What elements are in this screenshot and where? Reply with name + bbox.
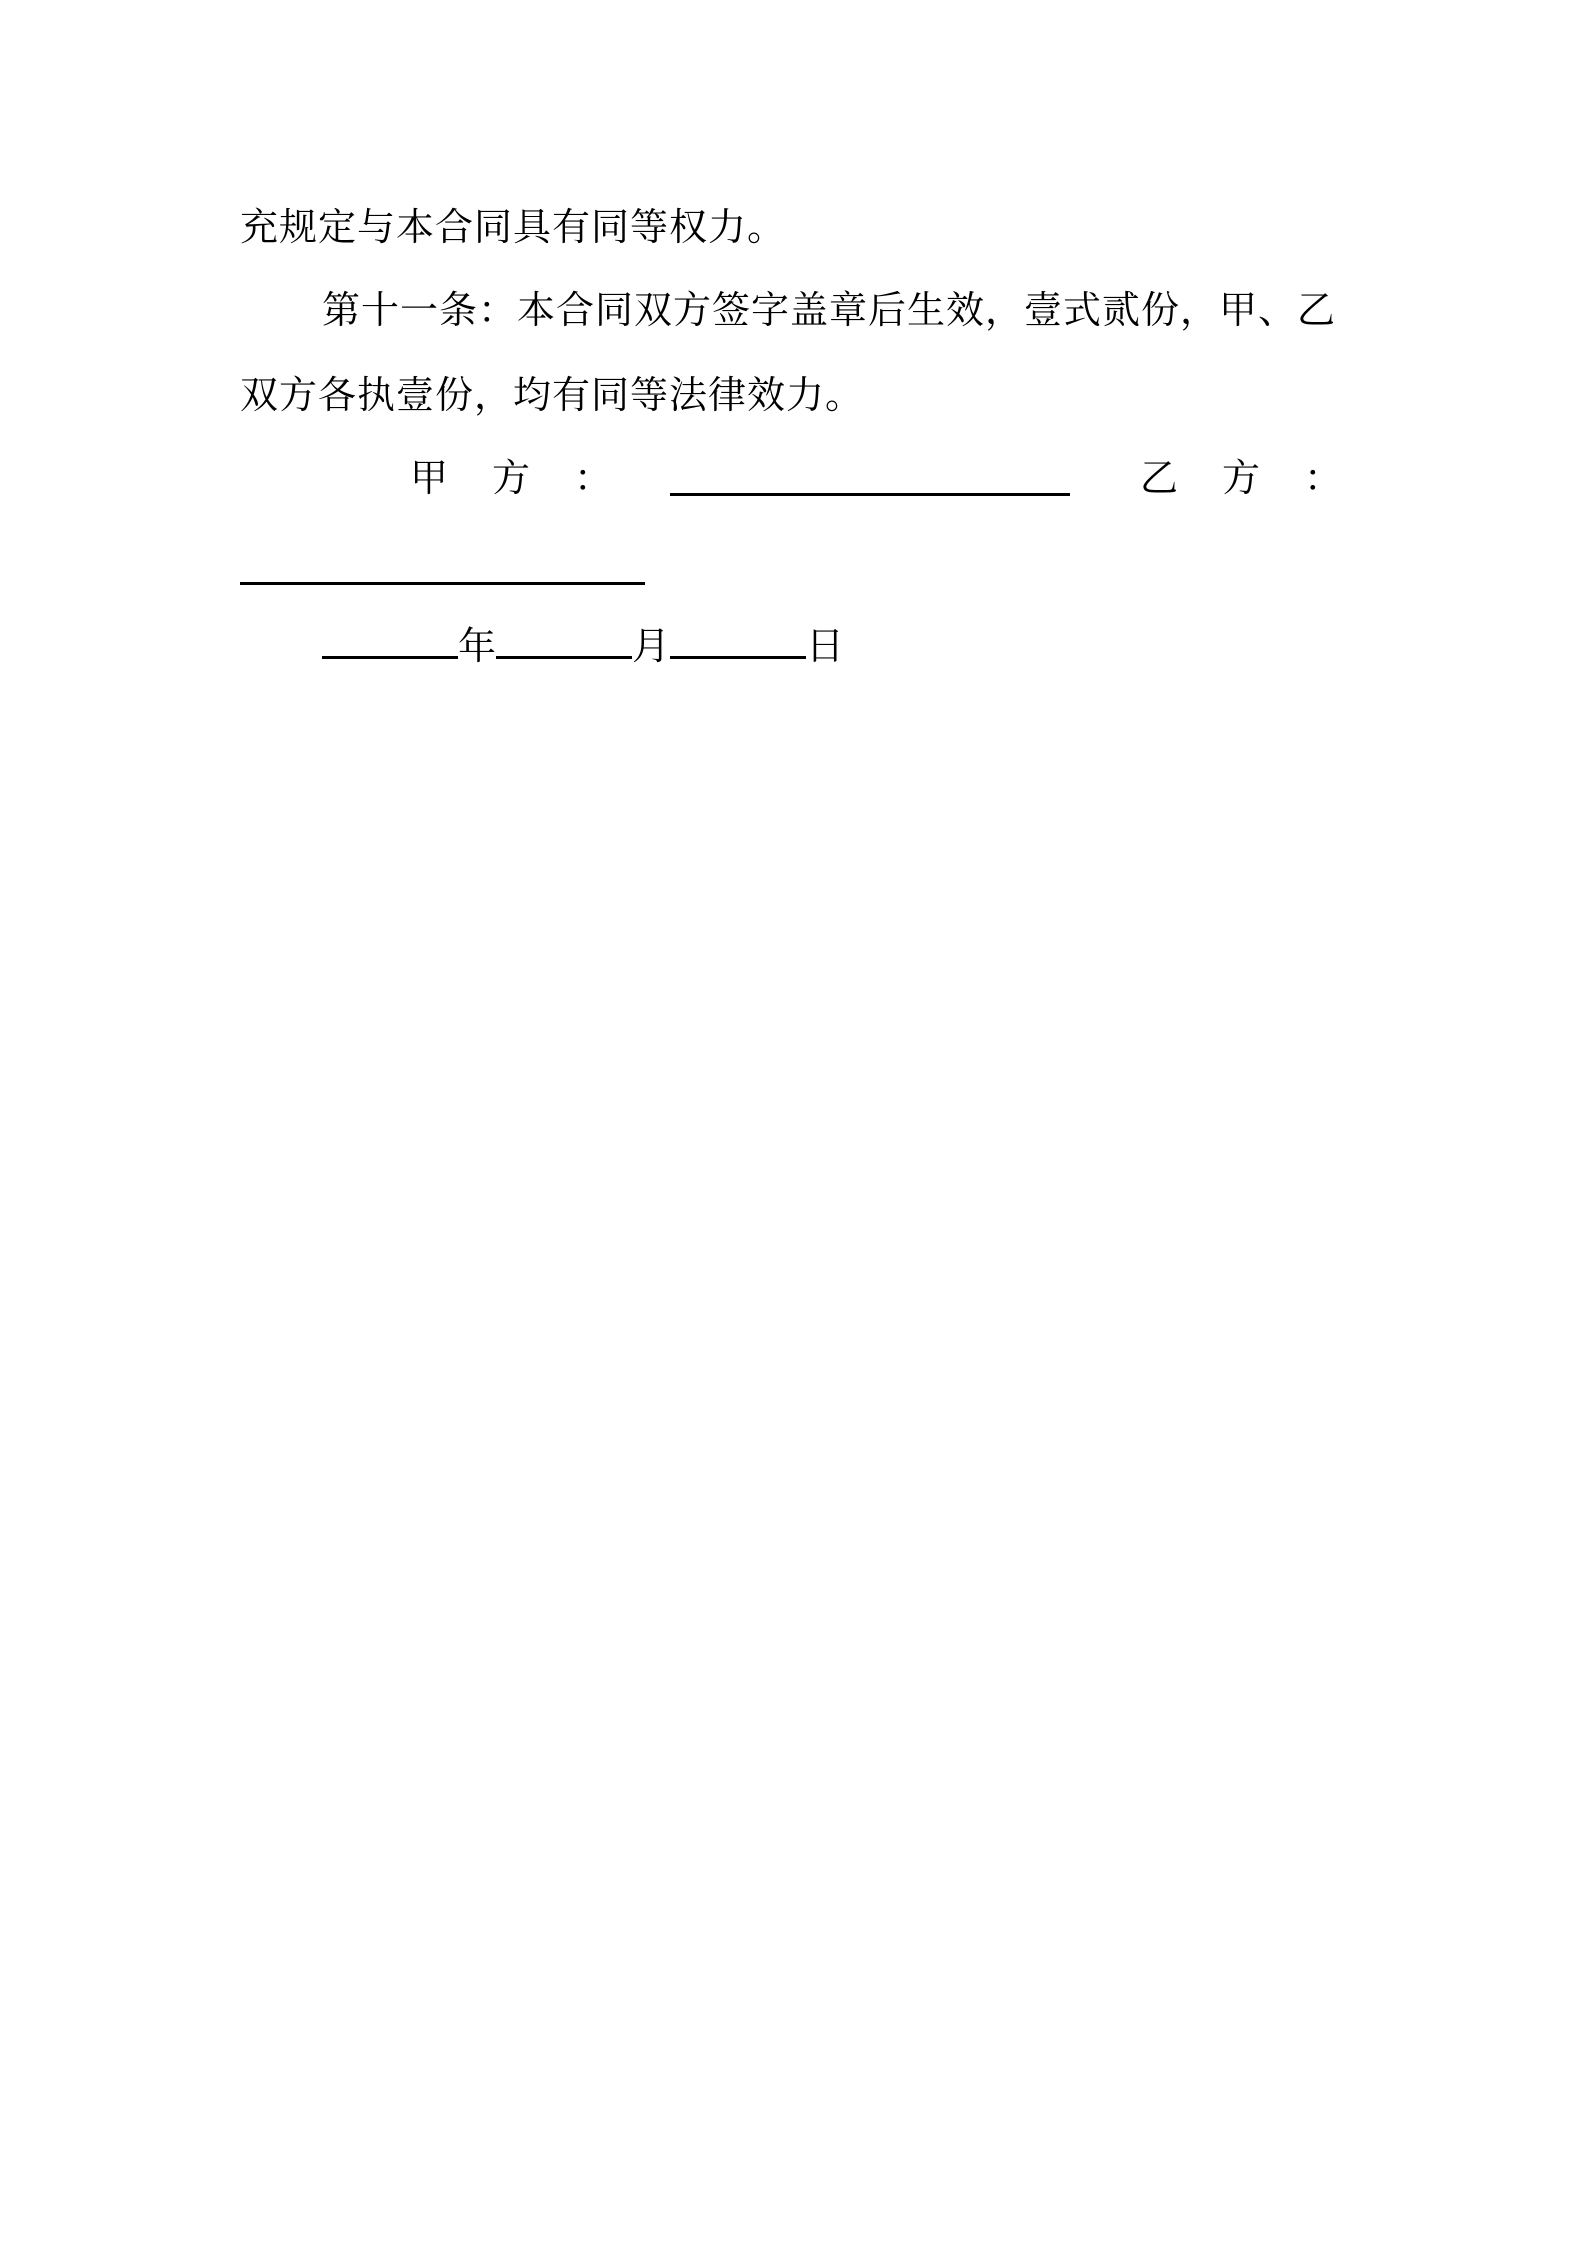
year-blank [322, 620, 458, 659]
day-label: 日 [806, 624, 845, 668]
party-a-signature-line [670, 493, 1070, 496]
month-label: 月 [632, 624, 671, 668]
paragraph-line-2: 第十一条：本合同双方签字盖章后生效，壹式贰份，甲、乙 [322, 288, 1337, 332]
party-b-label: 乙方： [1140, 456, 1387, 500]
month-blank [496, 620, 632, 659]
paragraph-line-1: 充规定与本合同具有同等权力。 [240, 205, 787, 249]
year-label: 年 [458, 624, 497, 668]
party-a-label: 甲方： [410, 456, 657, 500]
party-b-signature-line [240, 582, 645, 585]
day-blank [670, 620, 806, 659]
date-row [322, 620, 844, 676]
paragraph-line-3: 双方各执壹份，均有同等法律效力。 [240, 373, 865, 417]
signature-row [240, 453, 1387, 509]
